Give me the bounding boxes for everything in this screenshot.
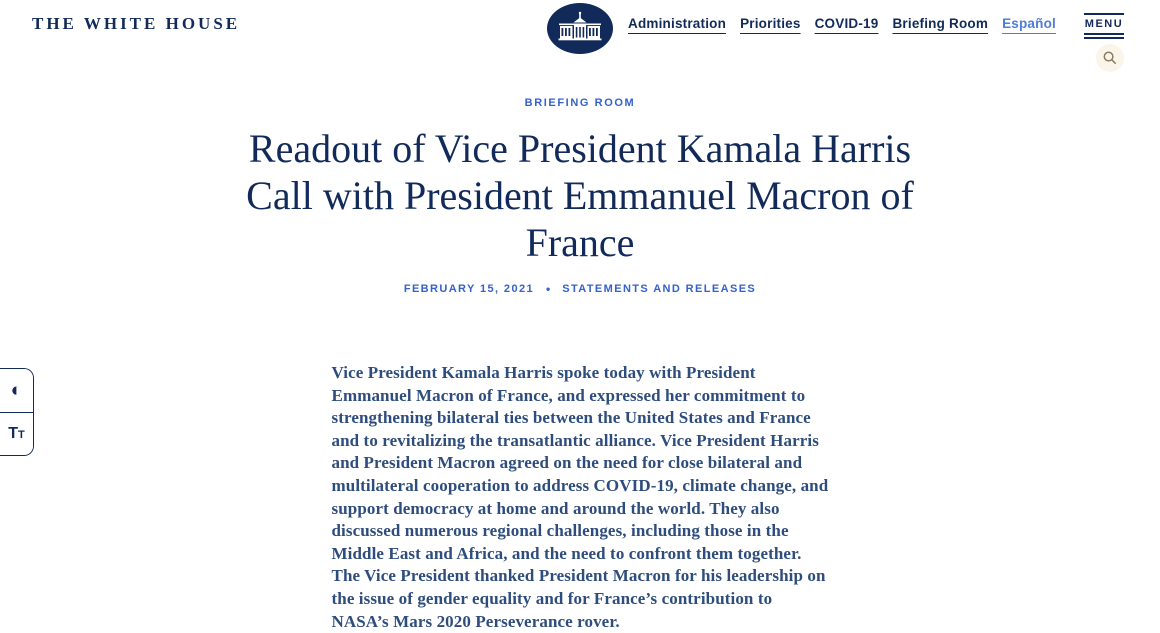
white-house-seal-icon[interactable] [546, 2, 614, 55]
site-header [0, 0, 1160, 80]
white-house-wordmark[interactable]: THE WHITE HOUSE [32, 14, 241, 33]
accessibility-toolbar [0, 368, 34, 456]
breadcrumb-briefing-room[interactable]: BRIEFING ROOM [524, 97, 636, 109]
menu-bar-bottom [1084, 33, 1124, 35]
search-button[interactable] [1096, 44, 1124, 72]
nav-administration[interactable]: Administration [628, 16, 727, 31]
article-body [332, 362, 829, 633]
article-meta [0, 282, 1160, 296]
article-header [0, 80, 1160, 296]
text-size-icon: TT [8, 425, 25, 442]
contrast-toggle-button[interactable] [0, 369, 33, 412]
nav-covid-19[interactable]: COVID-19 [814, 16, 879, 31]
nav-espanol[interactable]: Español [1002, 16, 1056, 31]
meta-separator: • [546, 282, 551, 296]
article-paragraph: Vice President Kamala Harris spoke today with President Emmanuel Macron of France, and expressed her commitment to strengthening bilateral ties between the United States and France and to revitalizing the transatlantic alliance. Vice President Harris and President Macron agreed on the need for close bilateral and multilateral cooperation to address COVID-19, climate change, and support democracy at home and around the world. They also discussed numerous regional challenges, including those in the Middle East and Africa, and the need to confront them together. The Vice President thanked President Macron for his leadership on the issue of gender equality and for France’s contribution to NASA’s Mars 2020 Perseverance rover. [331, 363, 829, 631]
text-size-toggle-button[interactable] [0, 412, 33, 455]
category-statements-and-releases[interactable]: STATEMENTS AND RELEASES [562, 283, 757, 295]
nav-briefing-room[interactable]: Briefing Room [892, 16, 989, 31]
menu-label: MENU [1084, 18, 1124, 30]
menu-button[interactable] [1084, 13, 1124, 39]
article-main [0, 80, 1160, 633]
search-icon [1102, 50, 1118, 66]
article-date: FEBRUARY 15, 2021 [403, 283, 535, 295]
page-title: Readout of Vice President Kamala Harris Call with President Emmanuel Macron of France [246, 126, 914, 265]
menu-bar-bottom-2 [1084, 37, 1124, 39]
nav-priorities[interactable]: Priorities [740, 16, 801, 31]
contrast-icon: ◐ [10, 380, 23, 401]
primary-nav [628, 13, 1124, 39]
